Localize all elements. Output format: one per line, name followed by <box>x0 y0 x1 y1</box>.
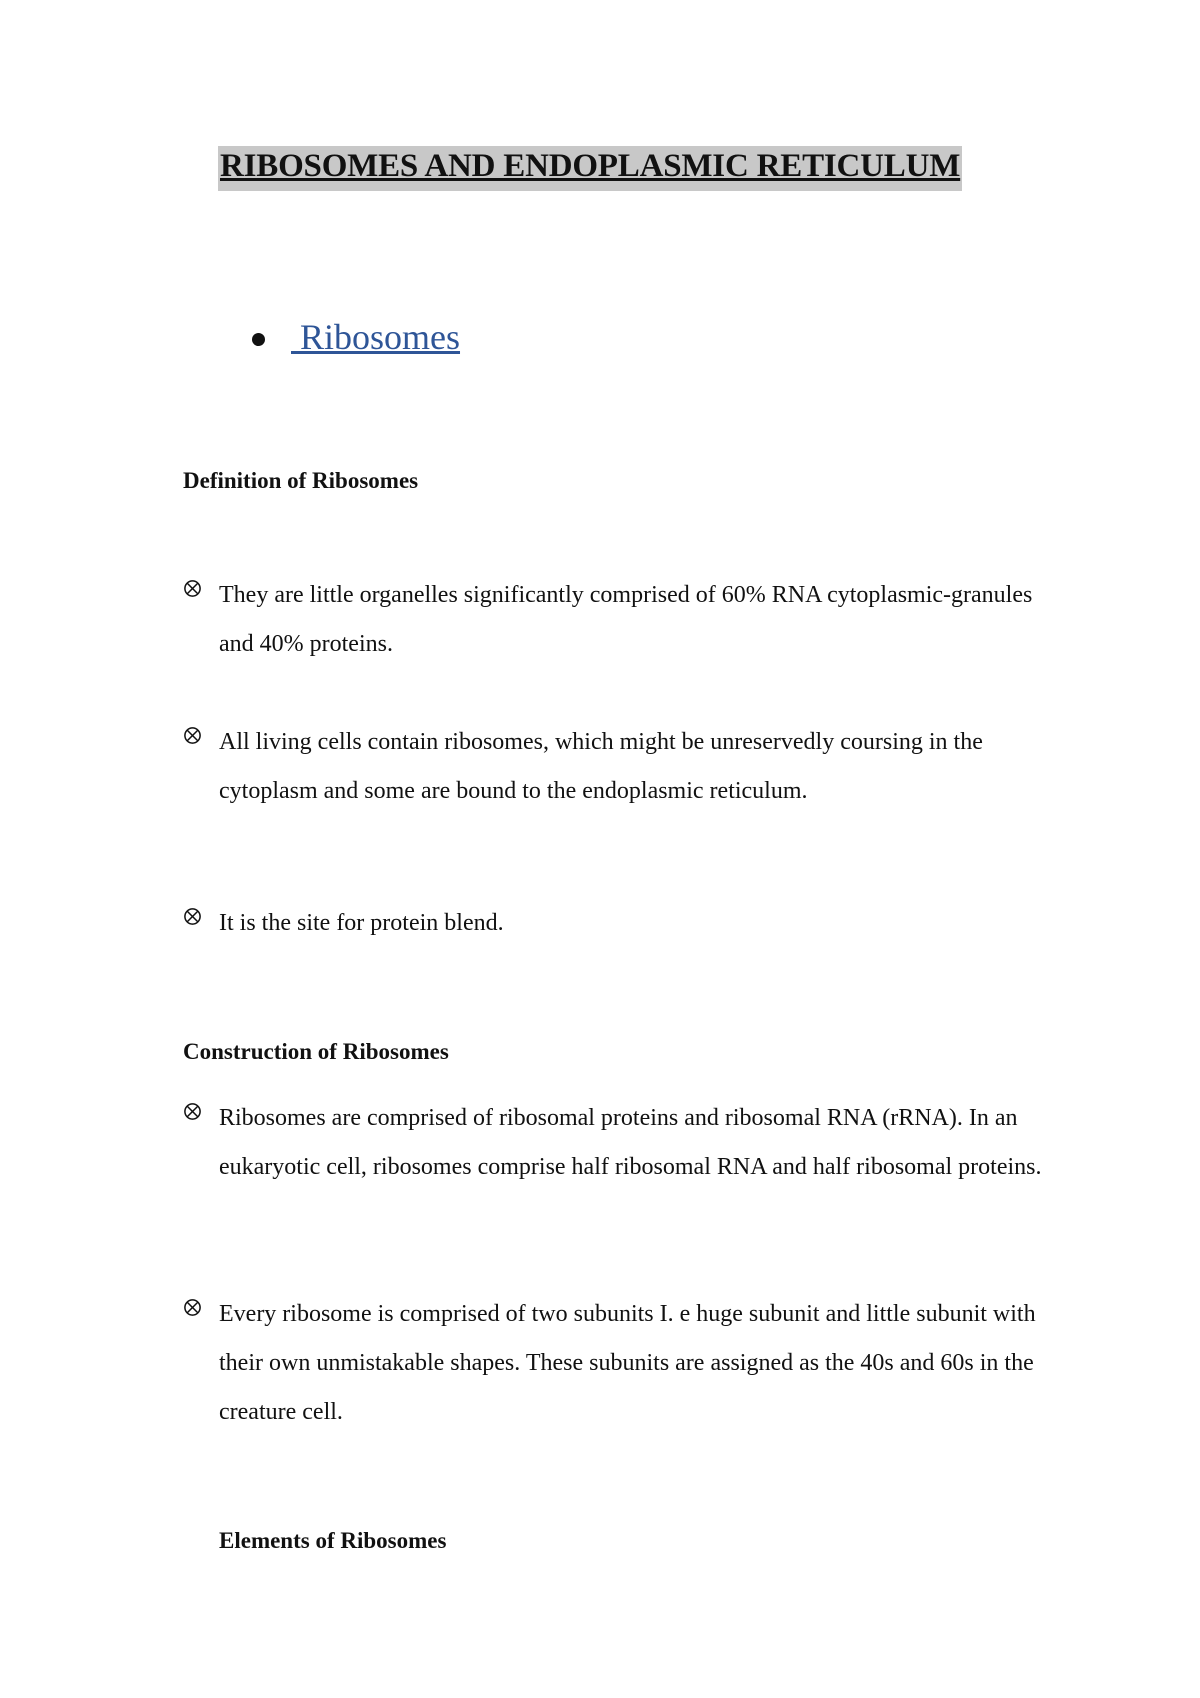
definition-heading: Definition of Ribosomes <box>183 468 419 493</box>
list-item <box>183 718 1063 816</box>
list-item <box>183 571 1063 669</box>
section-title: Ribosomes <box>291 317 461 357</box>
definition-item-3: It is the site for protein blend. <box>219 910 504 936</box>
construction-heading: Construction of Ribosomes <box>183 1039 449 1064</box>
circled-times-icon <box>183 1298 202 1317</box>
circled-times-icon <box>183 1102 202 1121</box>
circled-times-icon <box>183 726 202 745</box>
construction-item-2: Every ribosome is comprised of two subunits I. e huge subunit and little subunit with their own unmistakable shapes. These subunits are assigned as the 40s and 60s in the creature cell. <box>219 1301 1036 1425</box>
section-heading-ribosomes <box>252 316 460 358</box>
circled-times-icon <box>183 907 202 926</box>
document-title: RIBOSOMES AND ENDOPLASMIC RETICULUM <box>218 146 962 191</box>
bullet-icon <box>252 333 265 346</box>
elements-heading: Elements of Ribosomes <box>219 1528 447 1553</box>
list-item <box>183 1290 1063 1437</box>
list-item <box>183 1094 1063 1192</box>
definition-item-2: All living cells contain ribosomes, which might be unreservedly coursing in the cytoplasm and some are bound to the endoplasmic reticulum. <box>219 729 983 804</box>
list-item <box>183 899 1063 948</box>
construction-item-1: Ribosomes are comprised of ribosomal proteins and ribosomal RNA (rRNA). In an eukaryotic cell, ribosomes comprise half ribosomal RNA and half ribosomal proteins. <box>219 1105 1042 1180</box>
definition-item-1: They are little organelles significantly comprised of 60% RNA cytoplasmic-granules and 40% proteins. <box>219 582 1033 657</box>
circled-times-icon <box>183 579 202 598</box>
